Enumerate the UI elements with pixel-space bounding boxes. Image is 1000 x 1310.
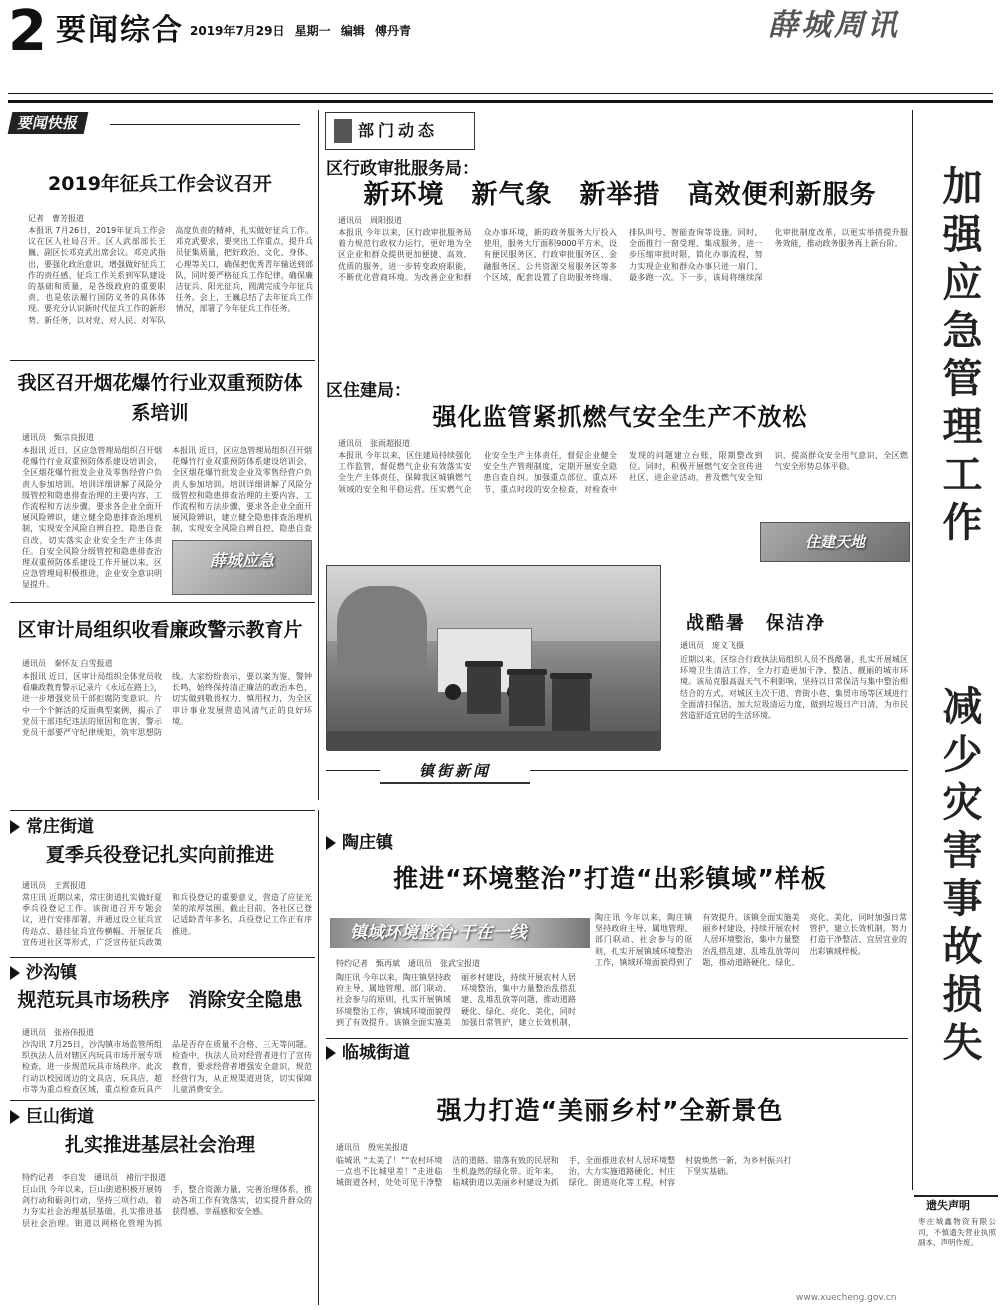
dept-news-label: 部门动态 xyxy=(358,121,439,140)
section-title: 要闻综合 xyxy=(56,13,184,48)
article-kicker: 区行政审批服务局： xyxy=(326,159,479,179)
editor-name: 傅丹青 xyxy=(375,24,412,38)
quick-news-label: 要闻快报 xyxy=(8,112,89,134)
article-byline: 通讯员 张裕伟报道 xyxy=(22,1028,94,1037)
article-title: 推进“环境整治”打造“出彩镇域”样板 xyxy=(393,864,827,893)
article-body: 本报讯 近日，区审计局组织全体党员收看廉政教育警示记录片《永远在路上》，进一步增强党员干部拒腐防变意识。片中一个个鲜活的反面典型案例，揭示了党员干部违纪违法的原因和危害，警示党员干部要严守纪律规矩，筑牢思想防线。大家纷纷表示，要以案为鉴、警钟长鸣，始终保持清正廉洁的政治本色，切实做到敬畏权力、慎用权力，为全区审计事业发展营造风清气正的良好环境。 xyxy=(22,672,312,738)
article-body-cont: 本报讯 近日，区应急管理局组织召开烟花爆竹行业双重预防体系建设培训会，全区烟花爆竹批发企业及零售经营户负责人参加培训。培训详细讲解了风险分级管控和隐患排查治理的主要内容、工作流程和方法步骤，要求各企业全面开展风险辨识，建立健全隐患排查治理机制，实现安全风险自辨自控、隐患自查 xyxy=(172,446,312,534)
divider xyxy=(326,1038,908,1039)
sidebar-subheadline: 减少灾害事故损失 xyxy=(936,685,983,1069)
editor-label: 编辑 xyxy=(340,24,365,38)
divider xyxy=(10,957,315,958)
notice-title: 遗失声明 xyxy=(926,1199,970,1212)
sidebar-headline: 加强应急管理工作 xyxy=(936,165,983,549)
article-title: 夏季兵役登记扎实向前推进 xyxy=(45,844,274,866)
issue-weekday: 星期一 xyxy=(294,24,331,38)
photo-caption: 近期以来，区综合行政执法局组织人员不畏酷暑，扎实开展城区环境卫生清洁工作，全力打造更加干净、整洁、靓丽的城市环境。该局克服高温天气不利影响，坚持以日常保洁与集中整治相结合的方式，对城区主次干道、背街小巷、集贸市场等区域进行全面清扫保洁，加大垃圾清运力度，做到垃圾日产日清，为市民营造舒适宜居的生活环境。 xyxy=(680,655,908,721)
section-arrow-icon xyxy=(10,1110,20,1124)
article-title: 2019年征兵工作会议召开 xyxy=(48,173,272,195)
article-byline: 通讯员 秦怀友 白雪报道 xyxy=(22,659,113,668)
town-name: 临城街道 xyxy=(342,1043,410,1063)
building-icon xyxy=(334,119,352,143)
article-body: 沙沟讯 7月25日，沙沟镇市场监管所组织执法人员对辖区内玩具市场开展专项检查，进一步规范玩具市场秩序。此次行动以校园周边的文具店、玩具店、超市等为重点检查区域，重点检查玩具产品是否存在质量不合格、三无等问题。检查中，执法人员对经营者进行了宣传教育，要求经营者增强安全意识，规范经营行为，从正规渠道进货，切实保障儿童消费安全。 xyxy=(22,1040,312,1094)
column-rule xyxy=(318,110,319,800)
town-news-banner xyxy=(380,760,530,784)
sidebar-rule xyxy=(912,110,913,1190)
town-news-label: 镇街新闻 xyxy=(418,762,491,780)
article-body: 巨山讯 今年以来，巨山街道积极开展铸剑行动和砺剑行动，坚持三项行动，着力夯实社会治理基层基础，扎实推进基层社会治理。街道以网格化管理为抓手，整合资源力量，完善治理体系，推动各项工作有效落实，切实提升群众的获得感、幸福感和安全感。 xyxy=(22,1185,312,1228)
section-arrow-icon xyxy=(10,820,20,834)
environment-banner: 镇域环境整治·干在一线 xyxy=(330,918,590,948)
article-byline: 记者 曹芳报道 xyxy=(28,214,84,223)
masthead-rule-thin xyxy=(8,93,993,94)
town-name: 巨山街道 xyxy=(26,1107,94,1127)
trash-bin xyxy=(552,678,590,734)
article-byline: 通讯员 殷宪美报道 xyxy=(336,1143,408,1152)
article-title: 强力打造“美丽乡村”全新景色 xyxy=(436,1096,784,1125)
article-title: 新环境 新气象 新举措 高效便利新服务 xyxy=(363,180,877,210)
article-body: 本报讯 近日，区应急管理局组织召开烟花爆竹行业双重预防体系建设培训会，全区烟花爆竹批发企业及零售经营户负责人参加培训。培训详细讲解了风险分级管控和隐患排查治理的主要内容、工作流程和方法步骤，要求各企业全面开展风险辨识，建立健全隐患排查治理机制，实现安全风险自辨自控、隐患自查自改，切实落实企业安全生产主体责任。自安全风险分级管控和隐患排查治理双重预防体系建设工作开展以来，区应急管理局积极推进，企业安全意识明显提升。 xyxy=(22,446,162,590)
photo-byline: 通讯员 庞义飞摄 xyxy=(680,641,744,650)
housing-stamp xyxy=(760,522,910,562)
trash-bin xyxy=(467,666,501,714)
article-body: 本报讯 今年以来，区行政审批服务局着力规范行政权力运行，更好地为全区企业和群众提供更加便捷、高效、优质的服务，进一步转变政府职能，不断优化营商环境。为改善企业和群众办事环境，新的政务服务大厅投入使用，服务大厅面积9000平方米，设有便民服务区、行政审批服务区、金融服务区、公共资源交易服务区等多个区域，配套设置了自助服务终端、排队叫号、智能查询等设施。同时，全面推行一窗受理、集成服务，进一步压缩审批时限，简化办事流程，努力实现企业和群众办事只进一扇门、最多跑一次。下一步，该局将继续深化审批制度改革，以更实举措提升服务效能，推动政务服务再上新台阶。 xyxy=(338,228,908,282)
article-title: 我区召开烟花爆竹行业双重预防体系培训 xyxy=(17,372,303,424)
article-title: 强化监管紧抓燃气安全生产不放松 xyxy=(432,403,808,431)
newspaper-logo: 薛城周讯 xyxy=(768,8,900,43)
article-title: 区审计局组织收看廉政警示教育片 xyxy=(17,619,303,641)
article-title: 扎实推进基层社会治理 xyxy=(64,1134,255,1156)
masthead-rule-thick xyxy=(8,100,993,103)
article-body: 本报讯 今年以来，区住建局持续强化工作监管，督促燃气企业有效落实安全生产主体责任，保障我区城镇燃气领域的安全和平稳运营。压实燃气企业安全生产主体责任，督促企业健全安全生产管理制度，定期开展安全隐患自查自纠。加强重点部位、重点环节、重点时段的安全检查，对检查中发现的问题建立台账，限期整改到位。同时，积极开展燃气安全宣传进社区、进企业活动，普及燃气安全知识，提高群众安全用气意识，全区燃气安全形势总体平稳。 xyxy=(338,451,908,494)
divider xyxy=(10,602,315,603)
column-rule xyxy=(318,810,319,1305)
truck-wheel xyxy=(445,684,461,700)
town-name: 常庄街道 xyxy=(26,817,94,837)
label-rule xyxy=(110,124,300,125)
notice-body: 枣庄城鑫物资有限公司，不慎遗失营业执照副本，声明作废。 xyxy=(918,1217,996,1247)
article-byline: 通讯员 甄宗良报道 xyxy=(22,433,94,442)
article-byline: 通讯员 王霄报道 xyxy=(22,881,86,890)
section-arrow-icon xyxy=(326,1046,336,1060)
quick-news-label-wrap xyxy=(10,112,86,134)
article-body: 常庄讯 近期以来，常庄街道扎实做好夏季兵役登记工作。该街道召开专题会议，进行安排部署，并通过设立征兵宣传站点、悬挂征兵宣传横幅、开展征兵宣传进社区等形式，广泛宣传征兵政策和兵役登记的重要意义，营造了应征光荣的浓厚氛围。截止目前，各社区已登记适龄青年多名，兵役登记工作正有序推进。 xyxy=(22,893,312,947)
section-arrow-icon xyxy=(326,836,336,850)
town-name: 陶庄镇 xyxy=(342,833,393,853)
divider xyxy=(10,810,315,811)
divider xyxy=(10,1100,315,1101)
page-number: 2 xyxy=(8,0,47,64)
divider xyxy=(10,360,315,361)
article-byline: 通讯员 张雨超报道 xyxy=(338,439,410,448)
article-body-cont: 陶庄讯 今年以来，陶庄镇坚持政府主导、属地管理、部门联动、社会参与的原则，扎实开展镇域环境整治工作，镇域环境面貌得到了有效提升。该镇全面实施美丽乡村建设，持续开展农村人居环境整治，集中力量整治乱搭乱建、乱堆乱放等问题，推动道路硬化、绿化、亮化、美化，同时加强日常管护，建立长效机制，努力打造干净整洁、宜居宜业的出彩镇域样板。 xyxy=(595,913,907,967)
stamp-caption: 住建天地 xyxy=(804,533,865,551)
sidebar-headline-box xyxy=(918,165,990,1175)
stamp-caption: 薛城应急 xyxy=(209,551,274,570)
photo-title: 战酷暑 保洁净 xyxy=(686,613,826,634)
photo-tree xyxy=(337,586,427,676)
issue-date-line xyxy=(190,24,417,38)
article-byline: 特约记者 甄再斌 通讯员 张武宝报道 xyxy=(336,959,480,968)
issue-date: 2019年7月29日 xyxy=(190,24,285,38)
street-cleaning-photo xyxy=(326,565,661,750)
dept-news-label-box xyxy=(325,112,475,150)
photo-road xyxy=(327,731,660,751)
watermark: www.xuecheng.gov.cn xyxy=(796,1293,897,1303)
emergency-stamp xyxy=(172,540,312,595)
town-name: 沙沟镇 xyxy=(26,963,77,983)
article-body: 临城讯 “太美了！”“农村环境一点也不比城里差！”走进临城街道各村，处处可见干净整洁的道路、错落有致的民居和生机盎然的绿化带。近年来，临城街道以美丽乡村建设为抓手，全面推进农村人居环境整治，大力实施道路硬化、村庄绿化、街道亮化等工程，村容村貌焕然一新，为乡村振兴打下坚实基础。 xyxy=(336,1156,792,1188)
section-arrow-icon xyxy=(10,966,20,980)
article-kicker: 区住建局： xyxy=(326,381,411,401)
lost-notice xyxy=(914,1195,998,1307)
article-body: 陶庄讯 今年以来，陶庄镇坚持政府主导、属地管理、部门联动、社会参与的原则，扎实开展镇域环境整治工作，镇域环境面貌得到了有效提升。该镇全面实施美丽乡村建设，持续开展农村人居环境整治，集中力量整治乱搭乱建、乱堆乱放等问题，推动道路硬化、绿化、亮化、美化，同时加强日常管护，建立长效机制， xyxy=(336,973,576,1027)
trash-bin xyxy=(509,674,545,726)
article-byline: 特约记者 李自发 通讯员 褚衍宇报道 xyxy=(22,1173,166,1182)
article-title: 规范玩具市场秩序 消除安全隐患 xyxy=(17,989,303,1011)
article-byline: 通讯员 周阳报道 xyxy=(338,216,402,225)
article-body: 本报讯 7月26日，2019年征兵工作会议在区人社局召开。区人武部部长王巍、副区长邓克武出席会议。邓克武指出，要强化政治意识，增强做好征兵工作的责任感。征兵工作关系到军队建设的基础和质量，是各级政府的重要职责，也是依法履行国防义务的具体体现。要充分认识新时代征兵工作的新形势、新任务，以对党、对人民、对军队高度负责的精神，扎实做好征兵工作。邓克武要求，要突出工作重点，提升兵员征集质量，把好政治、文化、身体、心理等关口，确保把优秀青年输送到部队，同时要严格征兵工作纪律，确保廉洁征兵、阳光征兵，圆满完成今年征兵任务。会上，王巍总结了去年征兵工作情况，部署了今年征兵工作任务。 xyxy=(28,226,313,325)
